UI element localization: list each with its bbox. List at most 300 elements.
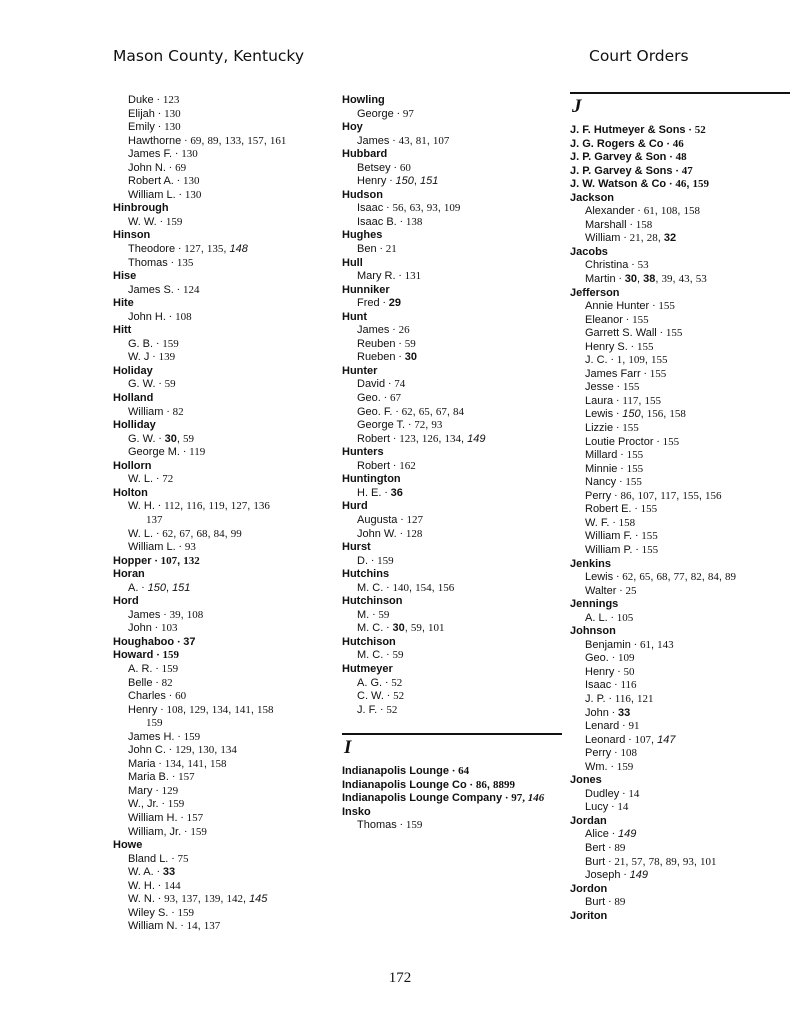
given-name: Wiley S.	[128, 906, 169, 919]
page-ref: 64	[458, 765, 470, 778]
page-ref: 30	[392, 622, 405, 635]
page-ref: 158	[669, 408, 686, 421]
given-name: Isaac B.	[357, 215, 397, 228]
page-ref: 134	[444, 432, 461, 445]
given-name: George M.	[128, 446, 180, 459]
surname-entry	[342, 568, 562, 582]
surname: Hitt	[113, 324, 132, 337]
surname-entry	[113, 487, 333, 501]
surname-entry	[342, 121, 562, 135]
given-name: James Farr	[585, 367, 641, 380]
given-name: Robert A.	[128, 175, 174, 188]
page-ref: 67	[435, 405, 447, 418]
given-name: Loutie Proctor	[585, 435, 654, 448]
page-ref: 78	[648, 855, 660, 868]
surname-entry	[342, 229, 562, 243]
page-ref: 107	[637, 489, 655, 502]
surname-entry: Indianapolis Lounge · 64	[342, 765, 470, 778]
header-title: Court Orders	[589, 47, 689, 65]
surname: Hunniker	[342, 283, 390, 296]
given-name-entry: William L. · 130	[128, 188, 202, 201]
page-ref: 21	[614, 855, 626, 868]
letter-section-header	[570, 92, 790, 124]
surname: Hunters	[342, 446, 384, 459]
given-name: Robert	[357, 459, 391, 472]
page-ref: 126	[421, 432, 439, 445]
page-ref: 63	[409, 202, 421, 215]
given-name: David	[357, 378, 386, 391]
given-name: G. W.	[128, 432, 156, 445]
given-name: George	[357, 107, 394, 120]
given-name-entry: H. E. · 36	[357, 486, 403, 499]
given-name-entry: Henry · 108, 129, 134, 141, 158 159	[113, 704, 333, 731]
given-name-entry: Walter · 25	[585, 584, 637, 597]
given-name: Henry S.	[585, 340, 628, 353]
page-ref: 150	[395, 175, 414, 188]
given-name-entry: Rueben · 30	[357, 351, 417, 364]
page-ref: 155	[626, 449, 644, 462]
given-name: Lenard	[585, 720, 620, 733]
page-ref: 38	[643, 273, 656, 286]
page-ref: 135	[206, 243, 224, 256]
page-ref: 151	[172, 581, 191, 594]
page-ref: 121	[636, 692, 654, 705]
page-ref: 155	[641, 543, 659, 556]
page-ref: 159	[190, 825, 207, 838]
given-name: Ben	[357, 243, 377, 256]
surname: Jordon	[570, 882, 608, 895]
given-name-entry: W. N. · 93, 137, 139, 142, 145	[128, 893, 268, 906]
given-name: M. C.	[357, 622, 384, 635]
page-ref: 89	[614, 841, 626, 854]
given-name: A.	[128, 581, 139, 594]
given-name: William L.	[128, 541, 176, 554]
given-name: Laura	[585, 394, 614, 407]
page-ref: 59	[404, 337, 416, 350]
given-name-entry: Alice · 149	[585, 828, 637, 841]
surname-entry	[342, 473, 562, 487]
given-name: W. J	[128, 351, 150, 364]
given-name: Mary	[128, 784, 153, 797]
given-name: Bert	[585, 841, 606, 854]
surname: Jones	[570, 774, 602, 787]
page-ref: 68	[196, 527, 208, 540]
index-column-2	[342, 94, 562, 833]
given-name: Thomas	[128, 256, 168, 269]
page-ref: 155	[632, 313, 649, 326]
given-name-entry: John · 33	[585, 706, 631, 719]
page-ref: 53	[695, 273, 707, 286]
given-name: Robert E.	[585, 503, 632, 516]
header-county: Mason County, Kentucky	[113, 47, 305, 65]
page-ref: 72	[162, 473, 174, 486]
page-ref: 155	[622, 422, 639, 435]
page-ref: 157	[247, 134, 264, 147]
page-ref: 105	[616, 611, 634, 624]
given-name-entry: Lewis · 62, 65, 68, 77, 82, 84, 89	[585, 571, 737, 584]
surname: Jacobs	[570, 245, 608, 258]
given-name: Annie Hunter	[585, 300, 650, 313]
page-ref: 130	[181, 148, 198, 161]
given-name-entry: James S. · 124	[128, 283, 200, 296]
page-ref: 124	[183, 283, 200, 296]
given-name-entry: Charles · 60	[128, 690, 187, 703]
given-name-entry: W. L. · 72	[128, 473, 174, 486]
given-name: James	[357, 324, 390, 337]
surname-entry	[570, 625, 790, 639]
page-ref: 75	[177, 852, 189, 865]
given-name: Leonard	[585, 733, 626, 746]
given-name-entry: Loutie Proctor · 155	[585, 435, 680, 448]
section-letter: J	[572, 96, 582, 117]
given-name-entry: Robert A. · 130	[128, 175, 200, 188]
given-name: J. C.	[585, 354, 608, 367]
surname-entry	[342, 257, 562, 271]
given-name-entry: George T. · 72, 93	[357, 419, 443, 432]
page-ref: 107	[432, 134, 450, 147]
page-ref: 155	[622, 381, 640, 394]
surname-entry: J. W. Watson & Co · 46, 159	[570, 178, 709, 191]
surname: Howe	[113, 839, 143, 852]
page-ref: 89	[665, 855, 677, 868]
given-name: Maria B.	[128, 771, 169, 784]
page-ref: 131	[404, 270, 422, 283]
page-ref: 32	[663, 232, 677, 245]
given-name-entry: Hawthorne · 69, 89, 133, 157, 161	[128, 134, 287, 147]
given-name: Lucy	[585, 801, 609, 814]
page-ref: 67	[179, 527, 191, 540]
given-name: M. C.	[357, 649, 384, 662]
surname: J. P. Garvey & Son	[570, 151, 667, 164]
surname: Hopper	[113, 554, 152, 567]
surname: Hord	[113, 595, 139, 608]
page-ref: 130	[164, 121, 181, 134]
given-name-entry: J. C. · 1, 109, 155	[585, 354, 668, 367]
given-name: Dudley	[585, 787, 620, 800]
surname-entry	[342, 636, 562, 650]
page-ref: 69	[190, 134, 202, 147]
given-name-entry: William P. · 155	[585, 543, 659, 556]
surname-entry	[570, 558, 790, 572]
page-ref: 108	[175, 310, 192, 323]
given-name-entry: Dudley · 14	[585, 787, 640, 800]
page-ref: 93	[164, 893, 176, 906]
given-name: Charles	[128, 690, 166, 703]
page-ref: 84	[213, 527, 225, 540]
given-name-entry: M. C. · 59	[357, 649, 404, 662]
given-name-entry: Minnie · 155	[585, 462, 644, 475]
page-ref: 158	[683, 205, 700, 218]
surname: Hutchins	[342, 568, 390, 581]
surname: Hurd	[342, 500, 368, 513]
given-name-entry: W. H. · 112, 116, 119, 127, 136 137	[113, 500, 333, 527]
page-ref: 62	[622, 571, 634, 584]
given-name: Marshall	[585, 218, 627, 231]
given-name-entry: Lucy · 14	[585, 801, 629, 814]
page-ref: 116	[620, 679, 637, 692]
given-name-entry: John W. · 128	[357, 527, 423, 540]
given-name: Lizzie	[585, 422, 614, 435]
page-ref: 132	[183, 554, 200, 567]
entry-continuation	[504, 779, 515, 791]
surname: Holiday	[113, 364, 153, 377]
surname-entry	[113, 419, 333, 433]
surname: Jordan	[570, 814, 607, 827]
page-ref: 157	[178, 771, 195, 784]
given-name-entry: William · 21, 28, 32	[585, 232, 677, 245]
page-ref: 108	[166, 703, 184, 716]
surname-entry	[342, 500, 562, 514]
surname: Hudson	[342, 188, 383, 201]
page-ref: 101	[699, 855, 717, 868]
given-name: James H.	[128, 730, 175, 743]
surname-entry: J. P. Garvey & Son · 48	[570, 151, 687, 164]
given-name: W. H.	[128, 879, 155, 892]
page-ref: 37	[183, 635, 196, 648]
page-ref: 59	[378, 608, 390, 621]
page-ref: 39	[661, 273, 673, 286]
page-ref: 59	[410, 622, 422, 635]
given-name-entry: D. · 159	[357, 554, 394, 567]
page-ref: 141	[187, 757, 204, 770]
surname-entry	[113, 839, 333, 853]
page-ref: 21	[385, 243, 397, 256]
given-name-entry: G. B. · 159	[128, 337, 179, 350]
section-letter: I	[344, 737, 352, 759]
page-ref: 25	[625, 584, 637, 597]
page-ref: 109	[628, 354, 645, 367]
given-name-entry: William F. · 155	[585, 530, 658, 543]
page-ref: 48	[675, 151, 687, 164]
given-name: William	[128, 405, 164, 418]
given-name-entry: Isaac B. · 138	[357, 215, 423, 228]
given-name: Burt	[585, 896, 606, 909]
given-name: C. W.	[357, 690, 384, 703]
page-ref: 116	[614, 692, 631, 705]
surname-entry	[570, 598, 790, 612]
page-ref: 30	[624, 273, 637, 286]
page-ref: 156	[705, 489, 722, 502]
page-ref: 130	[197, 744, 215, 757]
page-ref: 155	[682, 489, 699, 502]
page-ref: 50	[623, 665, 635, 678]
given-name-entry: Eleanor · 155	[585, 313, 649, 326]
page-ref: 62	[162, 527, 174, 540]
surname: Johnson	[570, 625, 616, 638]
surname-entry	[342, 595, 562, 609]
given-name: D.	[357, 554, 368, 567]
page-ref: 60	[399, 161, 411, 174]
page-ref: 59	[164, 378, 176, 391]
given-name: Geo.	[357, 392, 381, 405]
given-name-entry: Perry · 86, 107, 117, 155, 156	[585, 489, 722, 502]
given-name-entry: Belle · 82	[128, 676, 173, 689]
given-name-entry: John · 103	[128, 622, 178, 635]
page-ref: 14	[628, 787, 640, 800]
page-ref: 116	[186, 500, 203, 513]
given-name: Bland L.	[128, 852, 169, 865]
page-ref: 149	[629, 869, 649, 882]
surname-entry	[570, 246, 790, 260]
surname: Hutchison	[342, 635, 396, 648]
page-ref: 119	[208, 500, 225, 513]
page-ref: 148	[229, 243, 248, 256]
surname: Indianapolis Lounge	[342, 765, 449, 778]
page-ref: 46	[672, 137, 684, 150]
page-ref: 154	[415, 581, 432, 594]
page-ref: 155	[644, 394, 662, 407]
given-name: G. W.	[128, 378, 156, 391]
surname-entry: Hopper · 107, 132	[113, 554, 200, 567]
surname-entry	[113, 229, 333, 243]
given-name-entry: Augusta · 127	[357, 513, 424, 526]
surname: Hollorn	[113, 459, 152, 472]
page-ref: 159	[162, 649, 180, 662]
given-name: Henry	[357, 175, 387, 188]
given-name-entry: W. J · 139	[128, 351, 176, 364]
page-ref: 155	[649, 367, 667, 380]
given-name-entry: M. C. · 140, 154, 156	[357, 581, 455, 594]
surname: Hunter	[342, 364, 378, 377]
surname: Holliday	[113, 419, 156, 432]
surname-entry	[113, 365, 333, 379]
given-name: G. B.	[128, 337, 154, 350]
page-ref: 150	[147, 581, 166, 594]
surname: Hoy	[342, 121, 363, 134]
page-ref: 107	[160, 554, 178, 567]
page-ref: 99	[503, 778, 515, 791]
page-ref: 155	[636, 340, 654, 353]
surname-entry	[342, 663, 562, 677]
page-ref: 108	[186, 608, 204, 621]
given-name-entry: Isaac · 56, 63, 93, 109	[357, 202, 461, 215]
page-ref: 146	[527, 792, 545, 805]
page-ref: 155	[626, 462, 644, 475]
page-ref: 26	[398, 324, 410, 337]
page-ref: 72	[414, 419, 426, 432]
given-name-entry: James · 39, 108	[128, 608, 204, 621]
page-ref: 140	[392, 581, 409, 594]
given-name-entry: G. W. · 30, 59	[128, 432, 195, 445]
page-ref: 52	[386, 703, 398, 716]
given-name-entry: Lenard · 91	[585, 720, 640, 733]
surname: Houghaboo	[113, 635, 175, 648]
given-name-entry: John N. · 69	[128, 161, 187, 174]
given-name-entry: Ben · 21	[357, 243, 397, 256]
surname-entry	[342, 806, 562, 820]
page-ref: 52	[391, 676, 403, 689]
page-ref: 133	[224, 134, 242, 147]
given-name-entry: Mary · 129	[128, 784, 179, 797]
given-name: W. L.	[128, 473, 154, 486]
given-name: William	[585, 232, 621, 245]
page-ref: 129	[189, 703, 206, 716]
page-ref: 36	[390, 486, 403, 499]
given-name: John N.	[128, 161, 166, 174]
surname-entry	[570, 287, 790, 301]
page-ref: 149	[467, 432, 486, 445]
page-ref: 159	[162, 337, 179, 350]
given-name: Hawthorne	[128, 134, 182, 147]
given-name-entry: John C. · 129, 130, 134	[128, 744, 237, 757]
page-ref: 127	[184, 243, 201, 256]
given-name: Emily	[128, 121, 155, 134]
given-name: Millard	[585, 449, 618, 462]
given-name-entry: Bland L. · 75	[128, 852, 189, 865]
page-ref: 112	[164, 500, 181, 513]
page-ref: 84	[453, 405, 465, 418]
given-name: W. H.	[128, 500, 155, 513]
given-name-entry: William, Jr. · 159	[128, 825, 207, 838]
page-ref: 128	[405, 527, 423, 540]
surname: Howling	[342, 94, 385, 106]
page-ref: 88	[492, 778, 504, 791]
surname: Indianapolis Lounge Company	[342, 792, 503, 805]
given-name-entry: James Farr · 155	[585, 367, 667, 380]
surname-entry: Houghaboo · 37	[113, 635, 196, 648]
given-name: W., Jr.	[128, 798, 159, 811]
given-name: A. L.	[585, 611, 608, 624]
given-name-entry: Lizzie · 155	[585, 422, 639, 435]
page-ref: 77	[673, 571, 685, 584]
page-ref: 56	[392, 202, 404, 215]
page-ref: 62	[401, 405, 413, 418]
given-name-entry: Alexander · 61, 108, 158	[585, 205, 700, 218]
given-name: William L.	[128, 188, 176, 201]
given-name-entry: Isaac · 116	[585, 679, 637, 692]
given-name-entry: J. F. · 52	[357, 703, 398, 716]
page-ref: 67	[390, 392, 402, 405]
given-name-entry: Maria B. · 157	[128, 771, 195, 784]
page-ref: 86	[620, 489, 632, 502]
page-ref: 29	[388, 297, 402, 310]
page-ref: 43	[678, 273, 690, 286]
surname-entry	[113, 202, 333, 216]
surname-entry	[342, 311, 562, 325]
surname: J. G. Rogers & Co	[570, 137, 664, 150]
given-name: Robert	[357, 432, 391, 445]
given-name-entry: G. W. · 59	[128, 378, 176, 391]
page-ref: 74	[394, 378, 406, 391]
given-name: Joseph	[585, 869, 621, 882]
given-name-entry: Martin · 30, 38, 39, 43, 53	[585, 273, 707, 286]
given-name-entry: A. R. · 159	[128, 662, 179, 675]
page-ref: 155	[640, 503, 658, 516]
page-ref: 145	[249, 893, 268, 906]
page-ref: 162	[399, 459, 416, 472]
surname-entry	[113, 460, 333, 474]
surname-entry	[113, 270, 333, 284]
given-name: Nancy	[585, 476, 617, 489]
given-name-entry: W., Jr. · 159	[128, 798, 185, 811]
surname-entry	[342, 365, 562, 379]
surname: Hunt	[342, 310, 368, 323]
page-ref: 155	[658, 300, 675, 313]
page-ref: 61	[643, 205, 655, 218]
given-name: James	[128, 608, 161, 621]
given-name: Augusta	[357, 513, 398, 526]
given-name: Walter	[585, 584, 617, 597]
given-name-entry: Benjamin · 61, 143	[585, 638, 674, 651]
page-ref: 123	[162, 94, 180, 106]
given-name: William H.	[128, 811, 178, 824]
given-name-entry: George · 97	[357, 107, 414, 120]
given-name: Reuben	[357, 337, 396, 350]
given-name-entry: James F. · 130	[128, 148, 198, 161]
given-name: Jesse	[585, 381, 614, 394]
surname: Holton	[113, 486, 148, 499]
page-ref: 147	[657, 733, 676, 746]
